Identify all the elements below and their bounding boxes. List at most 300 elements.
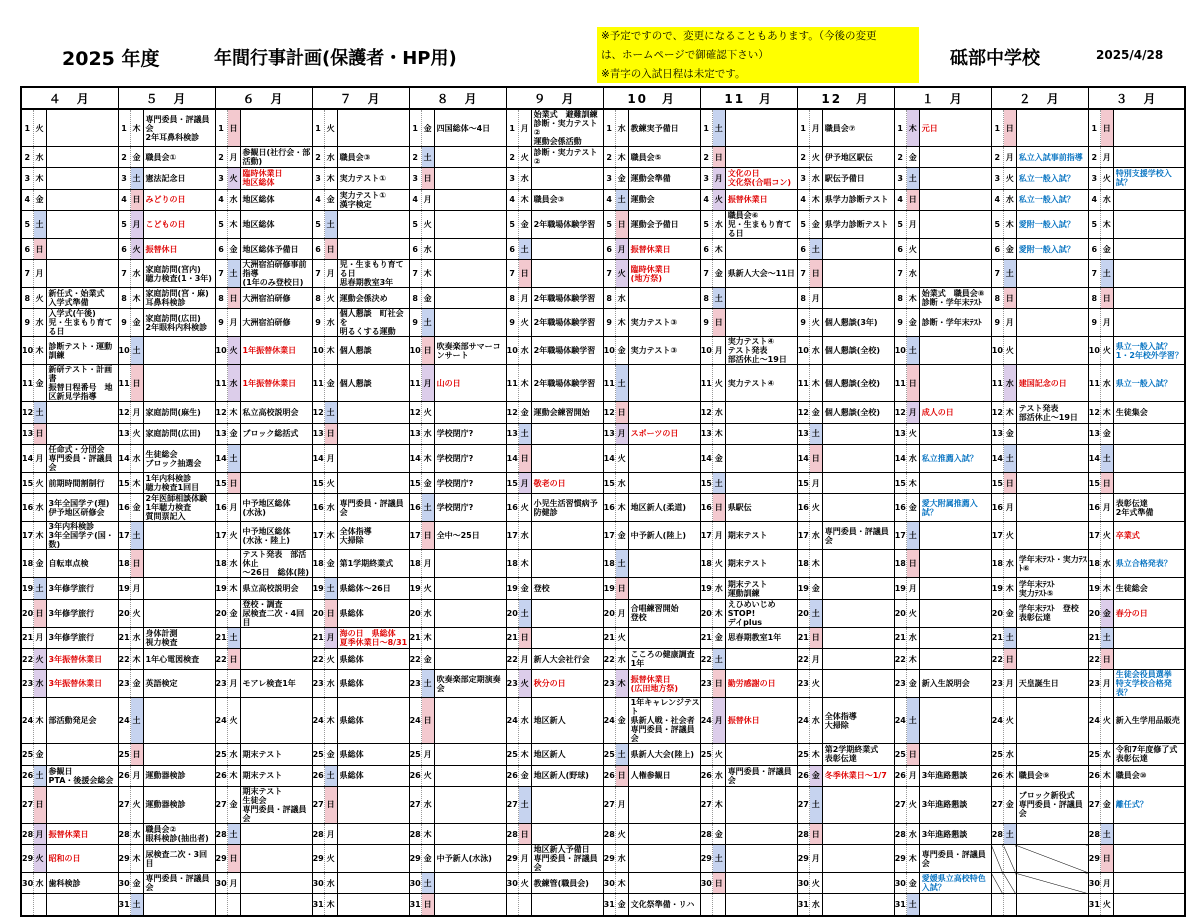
day-number: 2 [700,147,712,168]
event-cell [240,698,312,744]
day-number: 10 [894,337,906,365]
notice-line: ※青字の入試日程は未定です。 [601,68,746,80]
weekday: 土 [33,402,46,423]
weekday: 木 [1100,578,1113,599]
day-row [21,823,1185,844]
weekday: 日 [809,823,822,844]
event-cell [628,337,700,365]
event-text: 振替休日 [145,244,178,254]
weekday: 火 [809,873,822,894]
event-text: 中予新人(水泳) [436,854,492,864]
weekday: 月 [324,627,337,648]
event-cell [1016,648,1088,669]
day-number: 5 [118,210,130,238]
event-text: 期末テスト [727,559,768,569]
day-number: 23 [797,670,809,698]
day-number: 18 [603,550,615,578]
event-cell [143,627,215,648]
day-number: 22 [506,648,518,669]
weekday: 木 [518,365,531,402]
event-cell [337,627,409,648]
weekday: 火 [809,494,822,522]
day-row [21,648,1185,669]
day-number: 12 [409,402,421,423]
event-cell [628,550,700,578]
day-number: 24 [506,698,518,744]
day-number: 8 [894,288,906,309]
event-cell [531,288,603,309]
weekday: 日 [712,670,725,698]
event-cell [240,423,312,444]
event-text: 3年修学旅行 [48,633,95,643]
day-number: 2 [409,147,421,168]
day-number: 6 [506,238,518,259]
weekday: 土 [421,494,434,522]
weekday: 火 [809,147,822,168]
event-cell [822,445,894,473]
event-cell [822,873,894,894]
weekday: 火 [712,189,725,210]
event-text: 第1学期終業式 [339,559,394,569]
weekday: 水 [1003,744,1016,765]
event-cell [1016,365,1088,402]
weekday: 月 [421,365,434,402]
event-cell [1016,210,1088,238]
day-number: 25 [312,744,324,765]
day-number: 6 [797,238,809,259]
event-cell [919,578,991,599]
weekday: 日 [615,402,628,423]
weekday: 金 [712,445,725,473]
day-number: 11 [1088,365,1100,402]
event-cell [822,238,894,259]
day-number: 17 [700,522,712,550]
event-cell [337,260,409,288]
event-cell [46,365,118,402]
event-cell [725,786,797,823]
event-cell [1016,260,1088,288]
day-number: 9 [506,309,518,337]
weekday: 月 [421,550,434,578]
day-number: 23 [118,670,130,698]
day-number: 8 [118,288,130,309]
weekday: 木 [1100,402,1113,423]
month-header: ８ 月 [409,87,506,109]
day-number: 9 [797,309,809,337]
day-number: 5 [409,210,421,238]
weekday: 水 [906,260,919,288]
day-number: 28 [215,823,227,844]
weekday: 火 [324,109,337,147]
day-number: 3 [1088,168,1100,189]
day-number: 16 [312,494,324,522]
weekday: 火 [130,238,143,259]
weekday: 木 [324,337,337,365]
event-text: 児・生まもり育てる日 思春期教室3年 [339,260,404,288]
weekday: 月 [809,109,822,147]
day-number: 23 [21,670,33,698]
day-number: 10 [603,337,615,365]
day-number: 2 [797,147,809,168]
weekday: 月 [1100,147,1113,168]
day-number: 12 [603,402,615,423]
event-cell [919,210,991,238]
day-number: 25 [215,744,227,765]
event-cell [143,147,215,168]
event-cell [434,765,506,786]
event-cell [1016,823,1088,844]
weekday: 土 [130,337,143,365]
event-cell [143,423,215,444]
event-text: 大洲宿泊研修 [242,318,291,328]
event-cell [1016,337,1088,365]
event-cell [628,147,700,168]
month-header: 10 月 [603,87,700,109]
day-number: 5 [506,210,518,238]
day-number: 11 [603,365,615,402]
event-cell [822,599,894,627]
event-text: 専門委員・評議員会 [145,874,210,893]
day-number: 5 [700,210,712,238]
event-cell [143,402,215,423]
weekday: 水 [227,365,240,402]
weekday: 土 [33,765,46,786]
day-row [21,238,1185,259]
weekday: 月 [227,494,240,522]
day-number: 11 [797,365,809,402]
weekday: 月 [33,445,46,473]
event-cell [337,698,409,744]
day-number: 26 [991,765,1003,786]
weekday: 木 [518,550,531,578]
event-cell [337,648,409,669]
weekday: 木 [1003,765,1016,786]
event-cell [1113,309,1185,337]
day-number: 26 [894,765,906,786]
event-cell [434,109,506,147]
day-number: 16 [700,494,712,522]
day-number: 1 [1088,109,1100,147]
event-text: 学年末ﾃｽﾄ・実力ﾃｽﾄ⑥ [1018,554,1087,573]
weekday: 金 [227,238,240,259]
event-text: 家庭訪問(広田) 2年眼科内科検診 [145,313,208,332]
event-cell [240,309,312,337]
event-cell [1016,309,1088,337]
day-number: 22 [603,648,615,669]
day-number: 14 [797,445,809,473]
event-cell [337,365,409,402]
weekday: 木 [615,147,628,168]
weekday: 日 [1100,109,1113,147]
weekday: 水 [809,894,822,916]
day-number: 25 [118,744,130,765]
event-cell [1016,578,1088,599]
event-cell [725,873,797,894]
day-number: 10 [312,337,324,365]
event-cell [725,189,797,210]
weekday: 土 [712,648,725,669]
weekday: 土 [615,189,628,210]
weekday: 火 [615,823,628,844]
weekday: 木 [906,473,919,494]
day-number: 1 [894,109,906,147]
day-number: 23 [215,670,227,698]
event-cell [628,786,700,823]
weekday: 日 [615,578,628,599]
weekday: 日 [1003,648,1016,669]
day-number: 3 [409,168,421,189]
day-number: 19 [991,578,1003,599]
day-number: 22 [991,648,1003,669]
weekday: 金 [906,309,919,337]
event-text: 県総体 [339,679,364,689]
weekday [1003,894,1016,916]
weekday: 水 [809,337,822,365]
event-cell [143,698,215,744]
day-number: 25 [506,744,518,765]
event-text: 職員会③ [533,195,565,205]
event-text: 私立推薦入試？ [921,454,978,464]
weekday: 木 [1100,210,1113,238]
weekday: 木 [712,423,725,444]
event-cell [240,765,312,786]
day-number: 24 [797,698,809,744]
weekday: 土 [227,260,240,288]
weekday: 土 [712,288,725,309]
event-cell [725,238,797,259]
event-text: 教練管(職員会) [533,878,589,888]
event-cell [919,522,991,550]
weekday: 木 [227,210,240,238]
weekday [712,894,725,916]
day-number: 2 [118,147,130,168]
day-number: 20 [21,599,33,627]
weekday: 水 [130,445,143,473]
day-row [21,337,1185,365]
event-text: 個人懇談(全校) [824,378,881,388]
day-number: 21 [118,627,130,648]
day-number: 8 [991,288,1003,309]
weekday: 日 [1003,473,1016,494]
day-number: 8 [409,288,421,309]
weekday: 日 [712,147,725,168]
event-text: 県駅伝 [727,503,752,513]
day-row [21,402,1185,423]
weekday: 金 [227,786,240,823]
event-cell [628,873,700,894]
weekday: 土 [421,309,434,337]
day-number: 15 [215,473,227,494]
event-cell [434,238,506,259]
weekday: 土 [906,894,919,916]
event-cell [1113,445,1185,473]
day-number: 28 [21,823,33,844]
event-text: 秋分の日 [533,679,566,689]
weekday: 水 [130,260,143,288]
weekday: 火 [615,627,628,648]
weekday: 金 [518,765,531,786]
day-number: 22 [1088,648,1100,669]
event-text: 臨時休業日 地区総体 [242,169,283,188]
weekday: 土 [227,823,240,844]
school-name: 砥部中学校 [950,48,1040,69]
day-number: 7 [215,260,227,288]
event-cell [434,894,506,916]
weekday: 水 [518,168,531,189]
event-cell [434,337,506,365]
day-number: 23 [991,670,1003,698]
day-row [21,765,1185,786]
day-number: 4 [1088,189,1100,210]
event-cell [1113,210,1185,238]
day-number: 8 [312,288,324,309]
day-number: 4 [894,189,906,210]
event-text: 県学力診断テスト [824,195,889,205]
event-cell [240,786,312,823]
weekday: 月 [227,309,240,337]
event-cell [337,337,409,365]
day-row [21,873,1185,894]
day-number: 31 [1088,894,1100,916]
weekday: 月 [324,445,337,473]
weekday: 月 [518,288,531,309]
event-cell [1113,337,1185,365]
event-text: 運動会 [630,195,655,205]
weekday: 月 [809,288,822,309]
weekday: 火 [33,288,46,309]
day-number: 5 [603,210,615,238]
weekday: 木 [906,845,919,873]
event-cell [1016,445,1088,473]
event-cell [240,189,312,210]
weekday: 火 [906,599,919,627]
weekday: 日 [1003,288,1016,309]
weekday: 木 [324,168,337,189]
day-number: 27 [603,786,615,823]
day-row [21,168,1185,189]
weekday: 木 [518,744,531,765]
event-cell [919,189,991,210]
day-number: 14 [1088,445,1100,473]
day-number: 18 [991,550,1003,578]
weekday: 土 [421,670,434,698]
event-cell [337,894,409,916]
day-number: 1 [797,109,809,147]
event-text: 令和7年度修了式 表彰伝達 [1115,745,1178,764]
event-cell [531,578,603,599]
weekday: 木 [1100,765,1113,786]
event-cell [725,210,797,238]
weekday: 木 [324,894,337,916]
weekday: 火 [33,648,46,669]
event-text: 3年進路懇談 [921,800,968,810]
weekday: 金 [130,873,143,894]
event-text: 運動会係決め [339,293,388,303]
day-number: 24 [894,698,906,744]
event-cell [1016,765,1088,786]
weekday: 水 [1100,189,1113,210]
event-cell [628,823,700,844]
event-cell [337,168,409,189]
weekday: 火 [615,260,628,288]
day-number: 1 [700,109,712,147]
day-number: 27 [21,786,33,823]
weekday: 日 [1100,473,1113,494]
day-number: 3 [991,168,1003,189]
event-cell [919,823,991,844]
weekday: 火 [421,578,434,599]
day-number: 11 [506,365,518,402]
event-cell [1113,494,1185,522]
event-cell [46,238,118,259]
event-cell [531,494,603,522]
weekday: 火 [130,423,143,444]
event-cell [1016,698,1088,744]
event-text: 離任式？ [1115,800,1148,810]
weekday: 金 [518,578,531,599]
event-text: 参観日(社行会・部活動) [242,148,311,167]
day-number: 27 [797,786,809,823]
day-number: 6 [603,238,615,259]
event-cell [919,670,991,698]
event-cell [143,260,215,288]
day-number: 2 [991,147,1003,168]
day-number: 12 [21,402,33,423]
weekday: 月 [130,578,143,599]
day-number: 9 [894,309,906,337]
event-text: ブロック総括式 [242,429,299,439]
event-text: 新入生説明会 [921,679,970,689]
weekday: 土 [324,402,337,423]
event-cell [725,309,797,337]
weekday: 木 [227,578,240,599]
event-cell [822,210,894,238]
day-number: 12 [991,402,1003,423]
event-cell [240,599,312,627]
event-cell [531,365,603,402]
weekday: 木 [809,365,822,402]
day-number: 23 [506,670,518,698]
event-cell [531,599,603,627]
event-text: 1年振替休業日 [242,346,297,356]
event-cell [531,402,603,423]
event-cell [143,894,215,916]
weekday: 土 [809,599,822,627]
event-text: 実力テスト④ [727,378,775,388]
weekday: 日 [809,627,822,648]
weekday [33,894,46,916]
weekday: 土 [421,873,434,894]
day-number: 28 [700,823,712,844]
event-cell [1113,670,1185,698]
day-number: 20 [312,599,324,627]
event-cell [46,309,118,337]
event-cell [725,698,797,744]
weekday: 木 [130,845,143,873]
month-header: ３ 月 [1088,87,1185,109]
day-number: 15 [894,473,906,494]
event-text: 2年職場体験学習 [533,318,596,328]
event-text: 1年キャレンジテスト 県新人戦・社会者 専門委員・評議員会 [630,698,700,744]
weekday: 金 [324,744,337,765]
event-cell [628,168,700,189]
day-number: 14 [506,445,518,473]
weekday: 日 [1100,845,1113,873]
day-number: 7 [409,260,421,288]
event-cell [46,288,118,309]
day-number: 22 [409,648,421,669]
event-cell [1113,365,1185,402]
